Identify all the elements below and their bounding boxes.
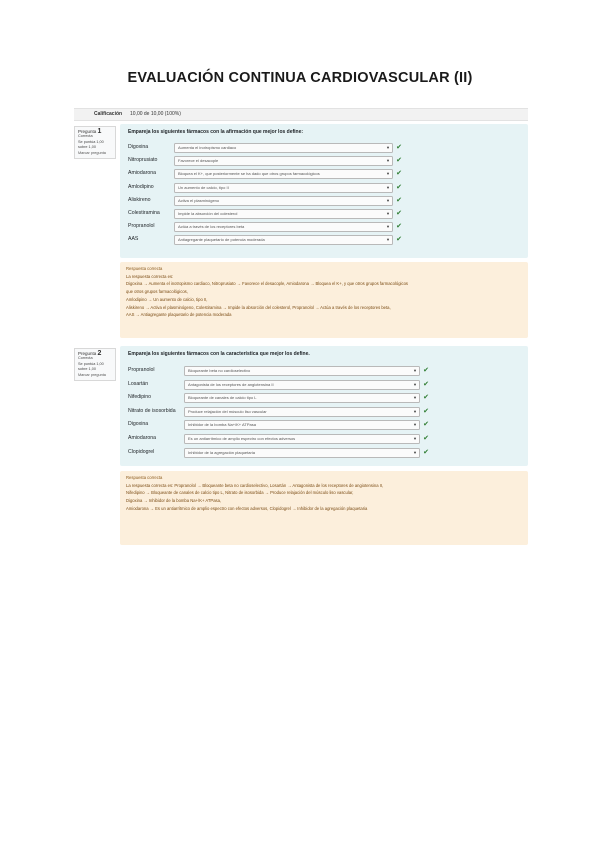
feedback-line: AAS → Antiagregante plaquetario de potencia moderada [126, 312, 232, 318]
match-term: Clopidogrel [128, 448, 155, 455]
match-answer-select[interactable]: Produce relajación del músculo liso vascular [184, 407, 420, 417]
chevron-down-icon[interactable]: ▾ [386, 145, 390, 150]
match-answer-select[interactable]: Antagonista de los receptores de angiotensina II [184, 380, 420, 390]
match-answer-select[interactable]: Inhibidor de la agregación plaquetaria [184, 448, 420, 458]
match-term: Amiodarona [128, 435, 156, 441]
feedback-line: Digoxina → Aumenta el inotropismo cardiaco, Nitroprusiato → Favorece el desacople, Amiodarona → Bloquea el K+, y que otros grupos farmacológicos [126, 281, 408, 287]
correct-check-icon: ✔ [423, 407, 429, 415]
feedback-line: Nifedipino → Bloqueante de canales de calcio tipo L, Nitrato de isosorbida → Produce relajación del músculo liso vascular, [126, 490, 354, 496]
match-answer-select[interactable]: Activa el plasminógeno [174, 196, 393, 206]
q2-match-row [128, 420, 438, 431]
match-answer-select[interactable]: Actúa a través de los receptores beta [174, 222, 393, 232]
match-answer-select[interactable]: Impide la absorción del colesterol [174, 209, 393, 219]
q2-match-row [128, 380, 438, 391]
chevron-down-icon[interactable]: ▾ [386, 171, 390, 177]
match-term: Nitrato de isosorbida [128, 407, 176, 414]
question-2-feedback-heading: Respuesta correcta [126, 475, 163, 480]
question-1-status: Correcta [78, 134, 93, 138]
match-term: Nitroprusiato [128, 157, 158, 164]
q2-match-row [128, 448, 438, 459]
match-answer-select[interactable]: Antiagregante plaquetario de potencia moderada [174, 235, 393, 245]
q1-match-row [128, 169, 408, 180]
feedback-line: Aliskireno → Activa el plasminógeno, Colestiramina → Impide la absorción del colesterol, Propranolol → Actúa a través de los receptores beta, [126, 304, 391, 310]
question-1-info [74, 126, 116, 159]
question-2-status: Correcta [78, 356, 93, 360]
match-answer-select[interactable]: Aumenta el inotropismo cardiaco [174, 143, 393, 153]
feedback-line: Amiodarona → Es un antiarrítmico de amplio espectro con efectos adversos, Clopidogrel → Inhibidor de la agregación plaquetaria [126, 505, 368, 511]
chevron-down-icon[interactable]: ▾ [413, 381, 417, 387]
q2-match-row [128, 434, 438, 445]
chevron-down-icon[interactable]: ▾ [386, 237, 390, 243]
question-2-prompt: Empareja los siguientes fármacos con la característica que mejor los define. [128, 351, 310, 357]
question-2-number: Pregunta 2 [78, 350, 102, 357]
chevron-down-icon[interactable]: ▾ [386, 211, 390, 216]
match-term: Digoxina [128, 144, 149, 150]
correct-check-icon: ✔ [396, 170, 402, 178]
chevron-down-icon[interactable]: ▾ [413, 422, 417, 428]
q1-match-row [128, 183, 408, 194]
question-1-feedback-heading: Respuesta correcta [126, 266, 163, 271]
match-term: Aliskireno [128, 196, 151, 203]
correct-check-icon: ✔ [396, 183, 402, 191]
q1-match-row [128, 156, 408, 167]
chevron-down-icon[interactable]: ▾ [413, 449, 417, 455]
q1-match-row [128, 222, 408, 233]
question-2-feedback [120, 471, 528, 545]
q1-match-row [128, 209, 408, 220]
match-term: Propranolol [128, 223, 155, 230]
question-2-marks: Se puntúa 1,00 sobre 1,00 [78, 362, 104, 371]
q1-match-row [128, 143, 408, 154]
correct-check-icon: ✔ [396, 210, 402, 217]
q2-match-row [128, 407, 438, 418]
correct-check-icon: ✔ [423, 448, 429, 456]
chevron-down-icon[interactable]: ▾ [413, 368, 417, 373]
match-answer-select[interactable]: Un aumento de calcio, tipo II [174, 183, 393, 193]
q1-match-row [128, 196, 408, 207]
correct-check-icon: ✔ [423, 380, 429, 388]
question-1-box [120, 124, 528, 258]
grade-value: 10,00 de 10,00 (100%) [130, 111, 181, 117]
match-answer-select[interactable]: Es un antiarrítmico de amplio espectro con efectos adversos [184, 434, 420, 444]
chevron-down-icon[interactable]: ▾ [386, 158, 390, 164]
chevron-down-icon[interactable]: ▾ [386, 197, 390, 203]
chevron-down-icon[interactable]: ▾ [413, 408, 417, 414]
match-term: Amiodarona [128, 170, 156, 177]
match-term: Colestiramina [128, 210, 160, 216]
q1-match-row [128, 235, 408, 246]
match-answer-select[interactable]: Favorece el desacople [174, 156, 393, 166]
correct-check-icon: ✔ [396, 157, 402, 165]
chevron-down-icon[interactable]: ▾ [413, 436, 417, 441]
match-term: Digoxina [128, 421, 149, 428]
match-term: AAS [128, 236, 139, 243]
question-1-prompt: Empareja los siguientes fármacos con la afirmación que mejor los define: [128, 129, 304, 135]
chevron-down-icon[interactable]: ▾ [386, 224, 390, 230]
correct-check-icon: ✔ [396, 236, 402, 244]
question-1-number: Pregunta 1 [78, 128, 102, 135]
question-2-flag[interactable]: Marcar pregunta [78, 373, 106, 377]
grade-label: Calificación [94, 111, 123, 117]
feedback-line: La respuesta correcta es: [126, 273, 174, 279]
correct-check-icon: ✔ [423, 421, 429, 429]
question-2-info [74, 348, 116, 381]
match-answer-select[interactable]: Inhibidor de la bomba Na+/K+ ATPasa [184, 420, 420, 430]
correct-check-icon: ✔ [396, 144, 402, 151]
q2-match-row [128, 366, 438, 377]
match-term: Losartán [128, 380, 149, 387]
correct-check-icon: ✔ [423, 367, 429, 374]
q2-match-row [128, 393, 438, 404]
correct-check-icon: ✔ [396, 223, 402, 231]
chevron-down-icon[interactable]: ▾ [413, 395, 417, 401]
match-answer-select[interactable]: Bloquea el K+, que posteriormente se ha dado que otros grupos farmacológicos [174, 169, 393, 179]
match-term: Nifedipino [128, 394, 152, 401]
correct-check-icon: ✔ [396, 196, 402, 204]
match-answer-select[interactable]: Bloqueante de canales de calcio tipo L [184, 393, 420, 403]
question-1-feedback [120, 262, 528, 338]
feedback-line: La respuesta correcta es: Propranolol → Bloqueante beta no cardioselectivo, Losartán → Antagonista de los receptores de angiotensina II, [126, 482, 384, 488]
question-2-box [120, 346, 528, 466]
page-title: EVALUACIÓN CONTINUA CARDIOVASCULAR (II) [127, 70, 473, 86]
match-answer-select[interactable]: Bloqueante beta no cardioselectivo [184, 366, 420, 376]
match-term: Propranolol [128, 367, 155, 373]
question-1-flag[interactable]: Marcar pregunta [78, 151, 106, 155]
correct-check-icon: ✔ [423, 394, 429, 402]
feedback-line: Amlodipino → Un aumento de calcio, tipo II, [126, 296, 208, 302]
question-1-marks: Se puntúa 1,00 sobre 1,00 [78, 140, 104, 149]
match-term: Amlodipino [128, 183, 154, 190]
grade-summary [74, 108, 528, 121]
correct-check-icon: ✔ [423, 435, 429, 442]
feedback-line: Digoxina → Inhibidor de la bomba Na+/K+ ATPasa, [126, 498, 222, 504]
chevron-down-icon[interactable]: ▾ [386, 184, 390, 190]
feedback-line: que otros grupos farmacológicos, [126, 289, 188, 295]
